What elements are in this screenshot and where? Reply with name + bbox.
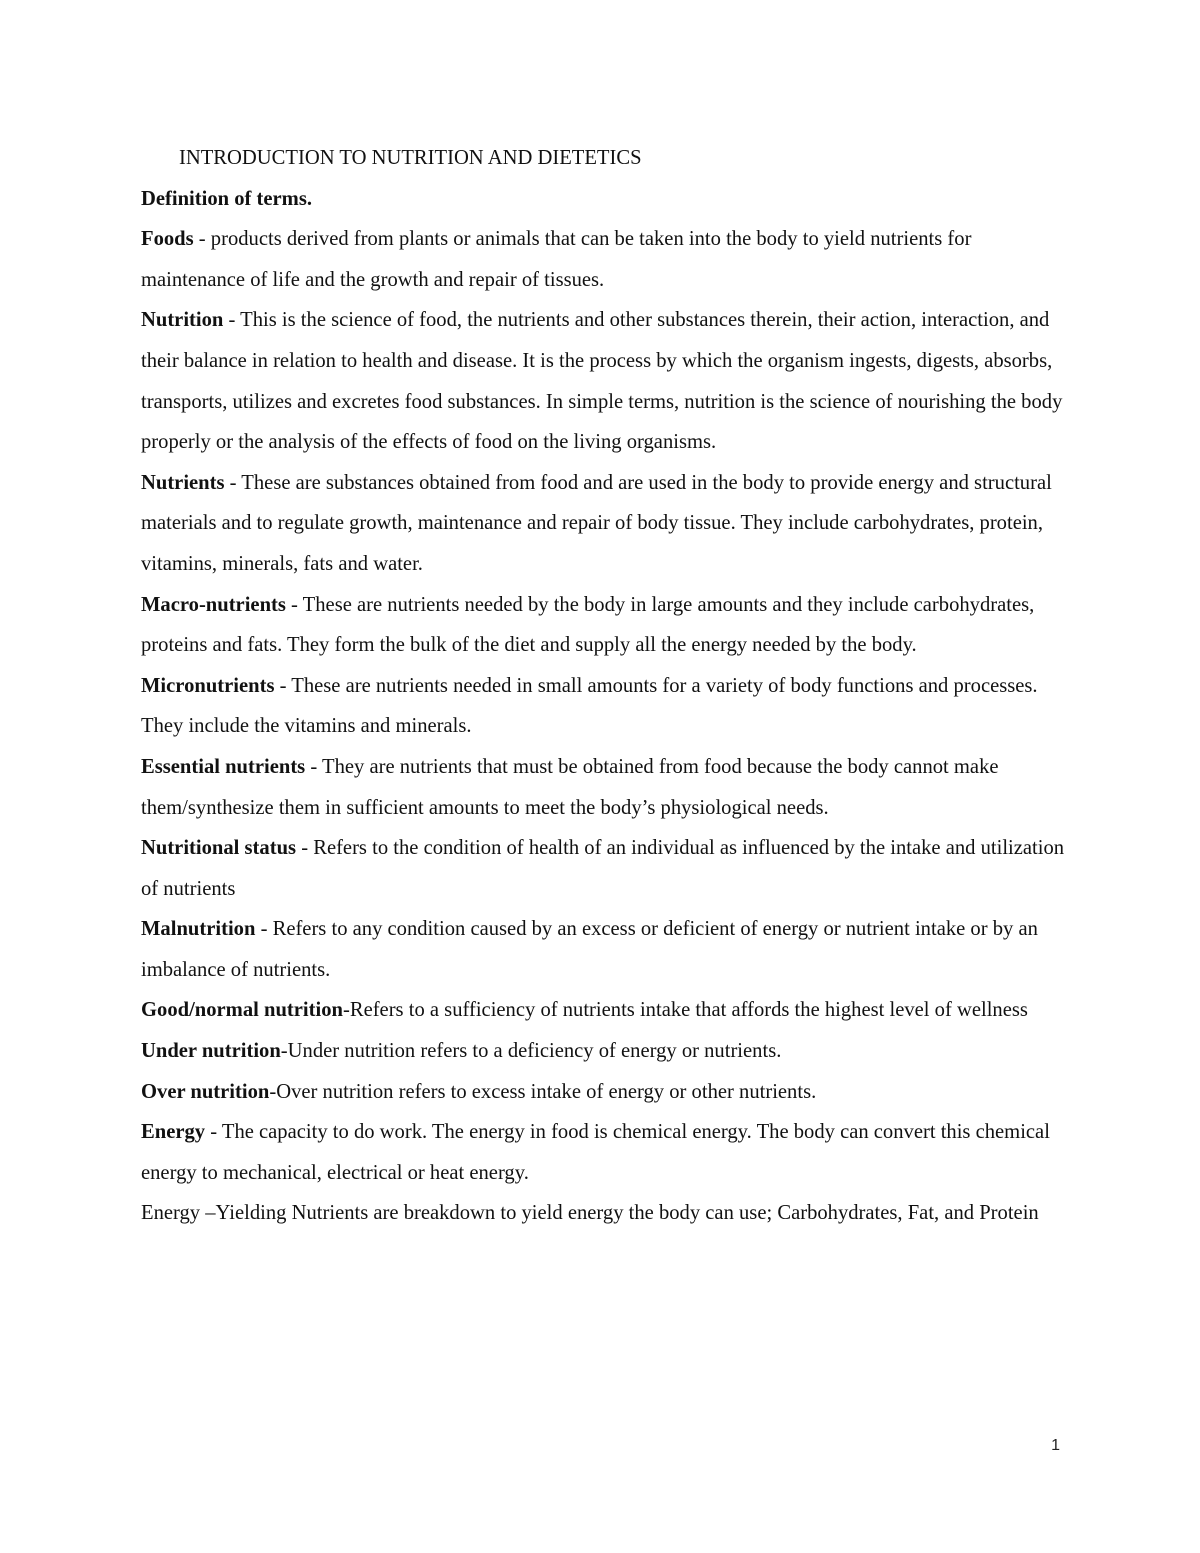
definition-text: - These are substances obtained from food and are used in the body to provide energy and structural materials and to regulate growth, maintenance and repair of body tissue. They include carbohydrates, protein, vitamins, minerals, fats and water.: [141, 471, 1052, 575]
definition-term: Energy: [141, 1121, 206, 1144]
definition-text: - They are nutrients that must be obtained from food because the body cannot make them/synthesize them in sufficient amounts to meet the body’s physiological needs.: [141, 755, 999, 819]
definition-text: -Over nutrition refers to excess intake of energy or other nutrients.: [269, 1080, 817, 1103]
definition-term: Essential nutrients: [141, 755, 306, 778]
definition-term: Micronutrients: [141, 674, 275, 697]
definition-nutrition: [141, 300, 1066, 462]
document-body: [141, 138, 1066, 1234]
definition-text: - This is the science of food, the nutrients and other substances therein, their action, interaction, and their balance in relation to health and disease. It is the process by which the organism ingests, digests, absorbs, transports, utilizes and excretes food substances. In simple terms, nutrition is the science of nourishing the body properly or the analysis of the effects of food on the living organisms.: [141, 309, 1063, 454]
definition-term: Malnutrition: [141, 918, 256, 941]
definition-text: - These are nutrients needed in small amounts for a variety of body functions and processes. They include the vitamins and minerals.: [141, 674, 1038, 738]
document-title: INTRODUCTION TO NUTRITION AND DIETETICS: [179, 147, 642, 169]
definition-nutritional-status: [141, 828, 1066, 909]
definition-term: Under nutrition: [141, 1040, 281, 1063]
definition-text: -Refers to a sufficiency of nutrients intake that affords the highest level of wellness: [342, 999, 1028, 1022]
definition-micronutrients: [141, 666, 1066, 747]
definition-malnutrition: [141, 909, 1066, 990]
definition-term: Good/normal nutrition: [141, 999, 343, 1022]
definition-text: -Under nutrition refers to a deficiency of energy or nutrients.: [280, 1040, 782, 1063]
definition-good-normal-nutrition: [141, 990, 1066, 1031]
definition-term: Over nutrition: [141, 1080, 270, 1103]
definition-term: Nutrition: [141, 309, 224, 332]
page-number: 1: [1051, 1437, 1060, 1454]
definition-under-nutrition: [141, 1031, 1066, 1072]
definition-text: - products derived from plants or animals that can be taken into the body to yield nutrients for maintenance of life and the growth and repair of tissues.: [141, 228, 972, 291]
definition-text: - Refers to the condition of health of an individual as influenced by the intake and utilization of nutrients: [141, 837, 1065, 900]
section-subtitle: Definition of terms.: [141, 187, 313, 210]
definition-term: Foods: [141, 228, 194, 251]
definition-foods: [141, 219, 1066, 300]
definition-macro-nutrients: [141, 585, 1066, 666]
definition-term: Nutritional status: [141, 837, 297, 860]
definition-essential-nutrients: [141, 747, 1066, 828]
definition-energy: [141, 1112, 1066, 1193]
definition-term: Nutrients: [141, 471, 225, 494]
definition-text: - The capacity to do work. The energy in food is chemical energy. The body can convert this chemical energy to mechanical, electrical or heat energy.: [141, 1121, 1050, 1184]
definition-term: Macro-nutrients: [141, 593, 286, 616]
definition-text: Energy –Yielding Nutrients are breakdown to yield energy the body can use; Carbohydrates, Fat, and Protein: [141, 1202, 1039, 1225]
definition-text: - Refers to any condition caused by an excess or deficient of energy or nutrient intake or by an imbalance of nutrients.: [141, 918, 1038, 981]
definition-nutrients: [141, 463, 1066, 585]
definition-text: - These are nutrients needed by the body in large amounts and they include carbohydrates, proteins and fats. They form the bulk of the diet and supply all the energy needed by the body.: [141, 593, 1035, 657]
definition-energy-yielding-nutrients: [141, 1193, 1066, 1234]
definition-over-nutrition: [141, 1072, 1066, 1113]
